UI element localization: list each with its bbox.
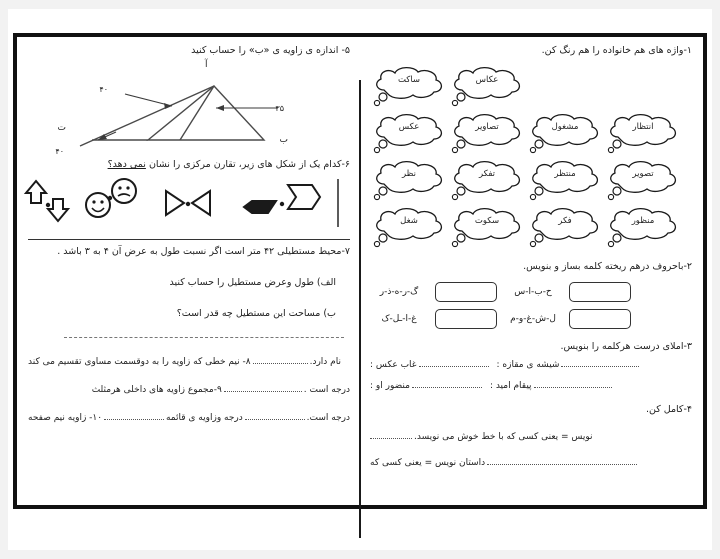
- answer-box[interactable]: [569, 282, 631, 302]
- word-cloud[interactable]: [604, 205, 682, 250]
- question-1-prompt: ۱-واژه های هم خانواده را هم رنگ کن.: [541, 45, 692, 56]
- triangle-pair: [166, 191, 210, 215]
- jumble-letters: ح-ب-ا-س: [514, 286, 552, 297]
- word-cloud-label: منتظر: [554, 169, 576, 180]
- word-cloud[interactable]: [448, 158, 526, 203]
- question-10-text-before: ۱۰- زاویه نیم صفحه: [28, 413, 103, 424]
- word-cloud[interactable]: [370, 158, 448, 203]
- word-cloud[interactable]: [370, 205, 448, 250]
- word-cloud[interactable]: [526, 205, 604, 250]
- worksheet-content: [18, 38, 702, 504]
- cloud-row: [370, 64, 692, 109]
- word-cloud-label: فکر: [558, 216, 572, 227]
- word-cloud[interactable]: [526, 111, 604, 156]
- question-3-items: [370, 358, 692, 391]
- word-cloud[interactable]: [370, 64, 448, 109]
- cloud-row: [370, 205, 692, 250]
- question-2-rows: [370, 282, 692, 329]
- column-divider: [359, 80, 361, 538]
- spelling-label: پیقام امید :: [489, 380, 532, 391]
- question-9-text-before: ۹-مجموع زاویه های داخلی هرمثلث: [91, 385, 222, 396]
- word-cloud-label: عکس: [398, 122, 420, 133]
- jumble-row: [370, 309, 692, 329]
- question-1-cloud-grid: [370, 64, 692, 250]
- vertex-label-t: ت: [57, 123, 66, 134]
- jumble-row: [370, 282, 692, 302]
- question-10-line: [28, 411, 350, 423]
- jumble-letters: غ-ا-ـل-ک: [381, 313, 417, 324]
- answer-dots[interactable]: [412, 379, 482, 388]
- cloud-row: [370, 158, 692, 203]
- word-cloud-label: نظر: [401, 169, 417, 180]
- spelling-item: [490, 379, 612, 391]
- question-5-prompt: ۵- اندازه ی زاویه ی «ب» را حساب کنید: [191, 45, 350, 56]
- word-cloud-label: مشغول: [551, 122, 579, 133]
- question-7-prompt: ۷-محیط مستطیلی ۴۲ متر است اگر نسبت طول به عرض آن ۴ به ۳ باشد .: [57, 245, 350, 257]
- angle-label-lower: ۴۰: [55, 147, 64, 157]
- chevron-arrow-pair: [244, 185, 320, 213]
- word-cloud-label: سکوت: [474, 216, 500, 227]
- spelling-row: [370, 379, 692, 391]
- spelling-item: [370, 358, 489, 370]
- question-6-text: ۶-کدام یک از شکل های زیر، تقارن مرکزی را نشان: [145, 159, 350, 171]
- answer-dots[interactable]: [370, 430, 412, 439]
- answer-dots[interactable]: [224, 383, 302, 392]
- right-column: [362, 38, 702, 504]
- word-cloud[interactable]: [526, 158, 604, 203]
- jumble-letters: گ-ر-ه-ذ-ر: [379, 286, 419, 297]
- triangle-diagram-svg: [20, 62, 350, 158]
- spelling-item: [370, 379, 482, 391]
- answer-dots[interactable]: [104, 411, 164, 420]
- question-10-text-mid: درجه وزاویه ی قائمه: [165, 413, 243, 424]
- word-cloud-label: شغل: [400, 216, 418, 227]
- answer-box[interactable]: [435, 309, 497, 329]
- word-cloud[interactable]: [448, 111, 526, 156]
- question-2-prompt: ۲-باحروف درهم ریخته کلمه بساز و بنویس.: [523, 261, 692, 273]
- angle-label-upper: ۴۰: [99, 85, 108, 95]
- question-7-part-b: ب) مساحت این مستطیل چه قدر است؟: [176, 308, 336, 319]
- answer-dots[interactable]: [561, 358, 639, 367]
- spelling-row: [370, 358, 692, 370]
- word-cloud-label: تصاویر: [475, 122, 499, 133]
- question-9-line: [28, 383, 350, 395]
- word-cloud[interactable]: [604, 111, 682, 156]
- word-cloud-label: تصویر: [632, 169, 654, 180]
- question-10-text-after: درجه است.: [306, 413, 350, 424]
- answer-dots[interactable]: [534, 379, 612, 388]
- shapes-baseline: [28, 239, 350, 240]
- left-column: [18, 38, 358, 504]
- symmetry-shapes-svg: [20, 177, 350, 233]
- spelling-item: [497, 358, 640, 370]
- cloud-row: [370, 111, 692, 156]
- spelling-label: منضور او :: [370, 380, 410, 391]
- word-cloud-label: ساکت: [397, 75, 421, 86]
- spelling-label: شیشه ی مقازه :: [496, 359, 560, 370]
- word-cloud[interactable]: [448, 205, 526, 250]
- question-5-figure: [20, 62, 350, 158]
- question-8-line: [28, 355, 350, 367]
- jumble-letters: ل-ش-غ-و-م: [510, 313, 556, 324]
- question-3-prompt: ۳-املای درست هرکلمه را بنویس.: [560, 340, 692, 352]
- question-8-text-after: نام دارد.: [309, 357, 341, 368]
- smiley-face-pair: [86, 179, 136, 217]
- vertex-label-a: آ: [205, 60, 208, 71]
- definition-text: نویس = یعنی کسی که با خط خوش می نویسد.: [414, 432, 593, 442]
- word-cloud-label: تفکر: [478, 169, 496, 180]
- answer-dots[interactable]: [487, 456, 637, 465]
- word-cloud[interactable]: [604, 158, 682, 203]
- word-cloud[interactable]: [370, 111, 448, 156]
- word-cloud-label: انتظار: [632, 122, 654, 133]
- word-cloud-label: عکاس: [475, 75, 499, 86]
- question-8-text-before: ۸- نیم خطی که زاویه را به دوقسمت مساوی تقسیم می کند: [28, 357, 251, 368]
- question-4-prompt: ۴-کامل کن.: [645, 403, 692, 415]
- question-7-part-a: الف) طول وعرض مستطیل را حساب کنید: [169, 276, 336, 288]
- question-6-emphasis: نمی دهد؟: [107, 159, 146, 171]
- answer-dots[interactable]: [253, 355, 308, 364]
- arrow-up-down-pair: [26, 181, 68, 221]
- question-6-shapes: [20, 177, 350, 235]
- word-cloud-label: منظور: [631, 216, 655, 227]
- angle-label-right: ۳۵: [275, 104, 284, 114]
- answer-dots[interactable]: [245, 411, 305, 420]
- question-4-line-1: [370, 430, 692, 442]
- definition-text: داستان نویس = یعنی کسی که: [370, 458, 486, 468]
- question-9-text-mid: درجه است .: [303, 385, 350, 396]
- answer-box[interactable]: [435, 282, 497, 302]
- question-6-prompt: [28, 158, 350, 172]
- answer-box[interactable]: [569, 309, 631, 329]
- word-cloud[interactable]: [448, 64, 526, 109]
- question-4-line-2: [370, 456, 692, 468]
- answer-dots[interactable]: [419, 358, 489, 367]
- vertex-label-b: ب: [279, 135, 288, 146]
- spelling-label: غاب عکس :: [370, 359, 417, 370]
